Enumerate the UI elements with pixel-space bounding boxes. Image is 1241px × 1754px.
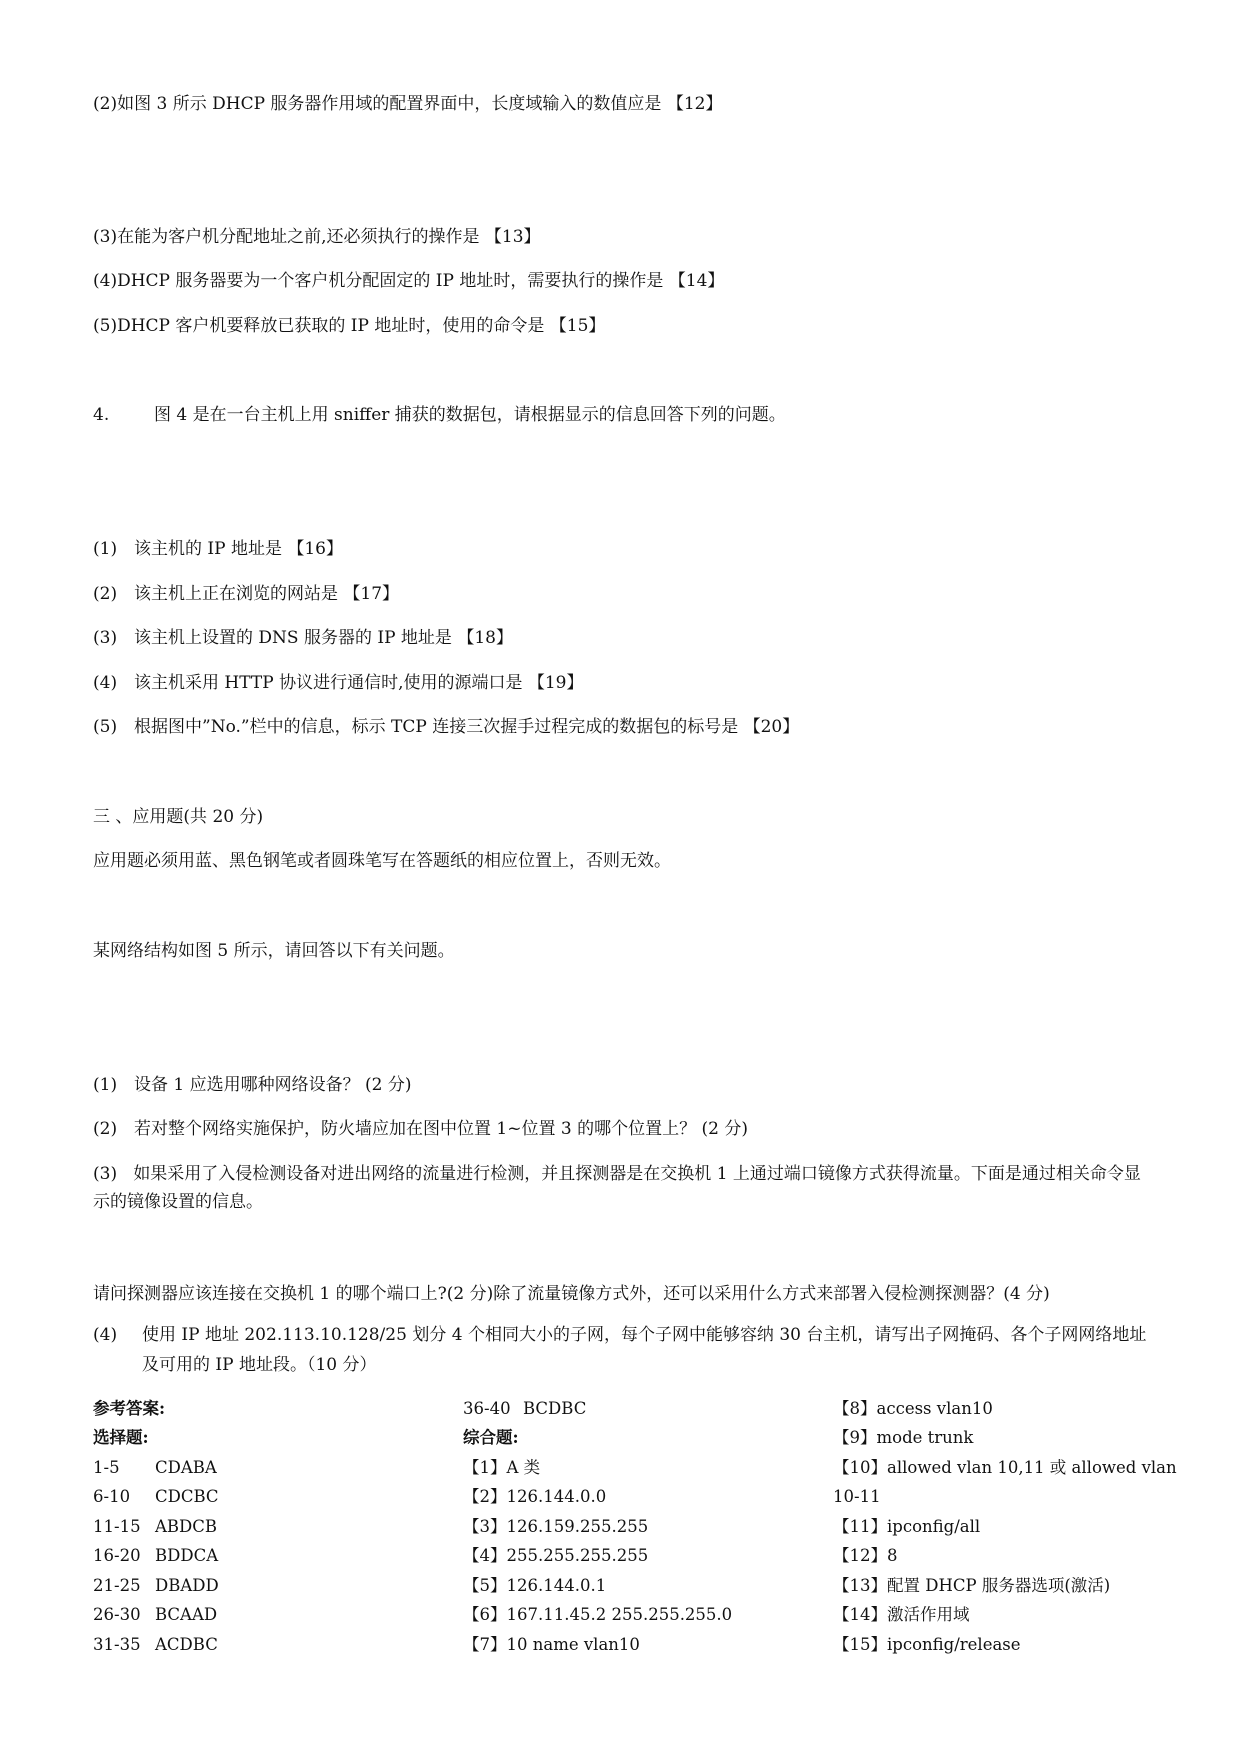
choice-answer: BCDBC [523, 1399, 587, 1418]
q4-intro: 图 4 是在一台主机上用 sniffer 捕获的数据包，请根据显示的信息回答下列的问题。 [154, 405, 786, 425]
q4-item-text: 该主机上设置的 DNS 服务器的 IP 地址是 【18】 [134, 628, 513, 648]
s3-item4-text: 使用 IP 地址 202.113.10.128/25 划分 4 个相同大小的子网，每个子网中能够容纳 30 台主机，请写出子网掩码、各个子网网络地址及可用的 IP 地址段。（10 分） [142, 1325, 1147, 1375]
s3-item3 [93, 1160, 1155, 1216]
choice-answer: DBADD [155, 1576, 219, 1595]
choice-range: 21-25 [93, 1576, 141, 1595]
s3-followup: 请问探测器应该连接在交换机 1 的哪个端口上?(2 分)除了流量镜像方式外，还可以采用什么方式来部署入侵检测探测器？(4 分) [93, 1284, 1050, 1304]
comprehensive-answer: 【15】ipconfig/release [833, 1635, 1021, 1654]
comprehensive-answer: 【4】255.255.255.255 [463, 1546, 649, 1565]
q4-item-text: 该主机的 IP 地址是 【16】 [134, 539, 343, 559]
comprehensive-answer: 【7】10 name vlan10 [463, 1635, 640, 1654]
choice-range: 1-5 [93, 1458, 120, 1477]
comprehensive-heading: 综合题: [463, 1428, 519, 1447]
comprehensive-answer: 【11】ipconfig/all [833, 1517, 981, 1536]
comprehensive-answer: 【3】126.159.255.255 [463, 1517, 649, 1536]
q4-item-text: 该主机上正在浏览的网站是 【17】 [134, 584, 400, 604]
choice-range: 26-30 [93, 1605, 141, 1624]
choice-range: 16-20 [93, 1546, 141, 1565]
answers-heading: 参考答案: [93, 1399, 166, 1418]
q3-sub3: (3)在能为客户机分配地址之前,还必须执行的操作是 【13】 [93, 227, 541, 247]
q4-item-text: 该主机采用 HTTP 协议进行通信时,使用的源端口是 【19】 [134, 673, 584, 693]
s3-item-number: (2) [93, 1119, 118, 1139]
comprehensive-answer: 【13】配置 DHCP 服务器选项(激活) [833, 1576, 1111, 1595]
s3-item-text: 设备 1 应选用哪种网络设备？ (2 分) [134, 1075, 412, 1095]
q4-item-number: (3) [93, 628, 118, 648]
q4-item-number: (4) [93, 673, 118, 693]
choice-answer: BCAAD [155, 1605, 218, 1624]
choice-answer: BDDCA [155, 1546, 219, 1565]
q3-sub2: (2)如图 3 所示 DHCP 服务器作用域的配置界面中，长度域输入的数值应是 【12】 [93, 94, 723, 114]
comprehensive-answer: 【8】access vlan10 [833, 1399, 993, 1418]
s3-item-number: (1) [93, 1075, 118, 1095]
section3-note: 应用题必须用蓝、黑色钢笔或者圆珠笔写在答题纸的相应位置上，否则无效。 [93, 851, 671, 871]
comprehensive-answer: 【1】A 类 [463, 1458, 541, 1477]
choice-answer: CDABA [155, 1458, 217, 1477]
comprehensive-answer: 【14】激活作用域 [833, 1605, 970, 1624]
comprehensive-answer: 【9】mode trunk [833, 1428, 974, 1447]
comprehensive-answer: 【6】167.11.45.2 255.255.255.0 [463, 1605, 733, 1624]
choice-range: 11-15 [93, 1517, 141, 1536]
q3-sub5: (5)DHCP 客户机要释放已获取的 IP 地址时，使用的命令是 【15】 [93, 316, 606, 336]
q4-item-number: (2) [93, 584, 118, 604]
q4-item-number: (5) [93, 717, 118, 737]
comprehensive-answer: 10-11 [833, 1487, 881, 1506]
section3-intro: 某网络结构如图 5 所示，请回答以下有关问题。 [93, 941, 455, 961]
q3-sub4: (4)DHCP 服务器要为一个客户机分配固定的 IP 地址时，需要执行的操作是 【14】 [93, 271, 725, 291]
comprehensive-answer: 【12】8 [833, 1546, 898, 1565]
s3-item-text: 若对整个网络实施保护，防火墙应加在图中位置 1~位置 3 的哪个位置上？ (2 分) [134, 1119, 748, 1139]
choice-range: 6-10 [93, 1487, 131, 1506]
choice-answer: ABDCB [155, 1517, 218, 1536]
q4-item-number: (1) [93, 539, 118, 559]
comprehensive-answer: 【2】126.144.0.0 [463, 1487, 607, 1506]
comprehensive-answer: 【10】allowed vlan 10,11 或 allowed vlan [833, 1458, 1177, 1477]
choice-answer: ACDBC [155, 1635, 218, 1654]
choice-heading: 选择题: [93, 1428, 149, 1447]
s3-item-number: (4) [93, 1325, 118, 1345]
q4-number: 4. [93, 405, 110, 425]
choice-range: 36-40 [463, 1399, 511, 1418]
s3-item-text: 如果采用了入侵检测设备对进出网络的流量进行检测，并且探测器是在交换机 1 上通过端口镜像方式获得流量。下面是通过相关命令显示的镜像设置的信息。 [93, 1164, 1141, 1212]
choice-answer: CDCBC [155, 1487, 219, 1506]
section3-title: 三 、应用题(共 20 分) [93, 807, 264, 827]
comprehensive-answer: 【5】126.144.0.1 [463, 1576, 607, 1595]
q4-item-text: 根据图中”No.”栏中的信息，标示 TCP 连接三次握手过程完成的数据包的标号是 【20】 [134, 717, 800, 737]
choice-range: 31-35 [93, 1635, 141, 1654]
s3-item-number: (3) [93, 1164, 118, 1184]
